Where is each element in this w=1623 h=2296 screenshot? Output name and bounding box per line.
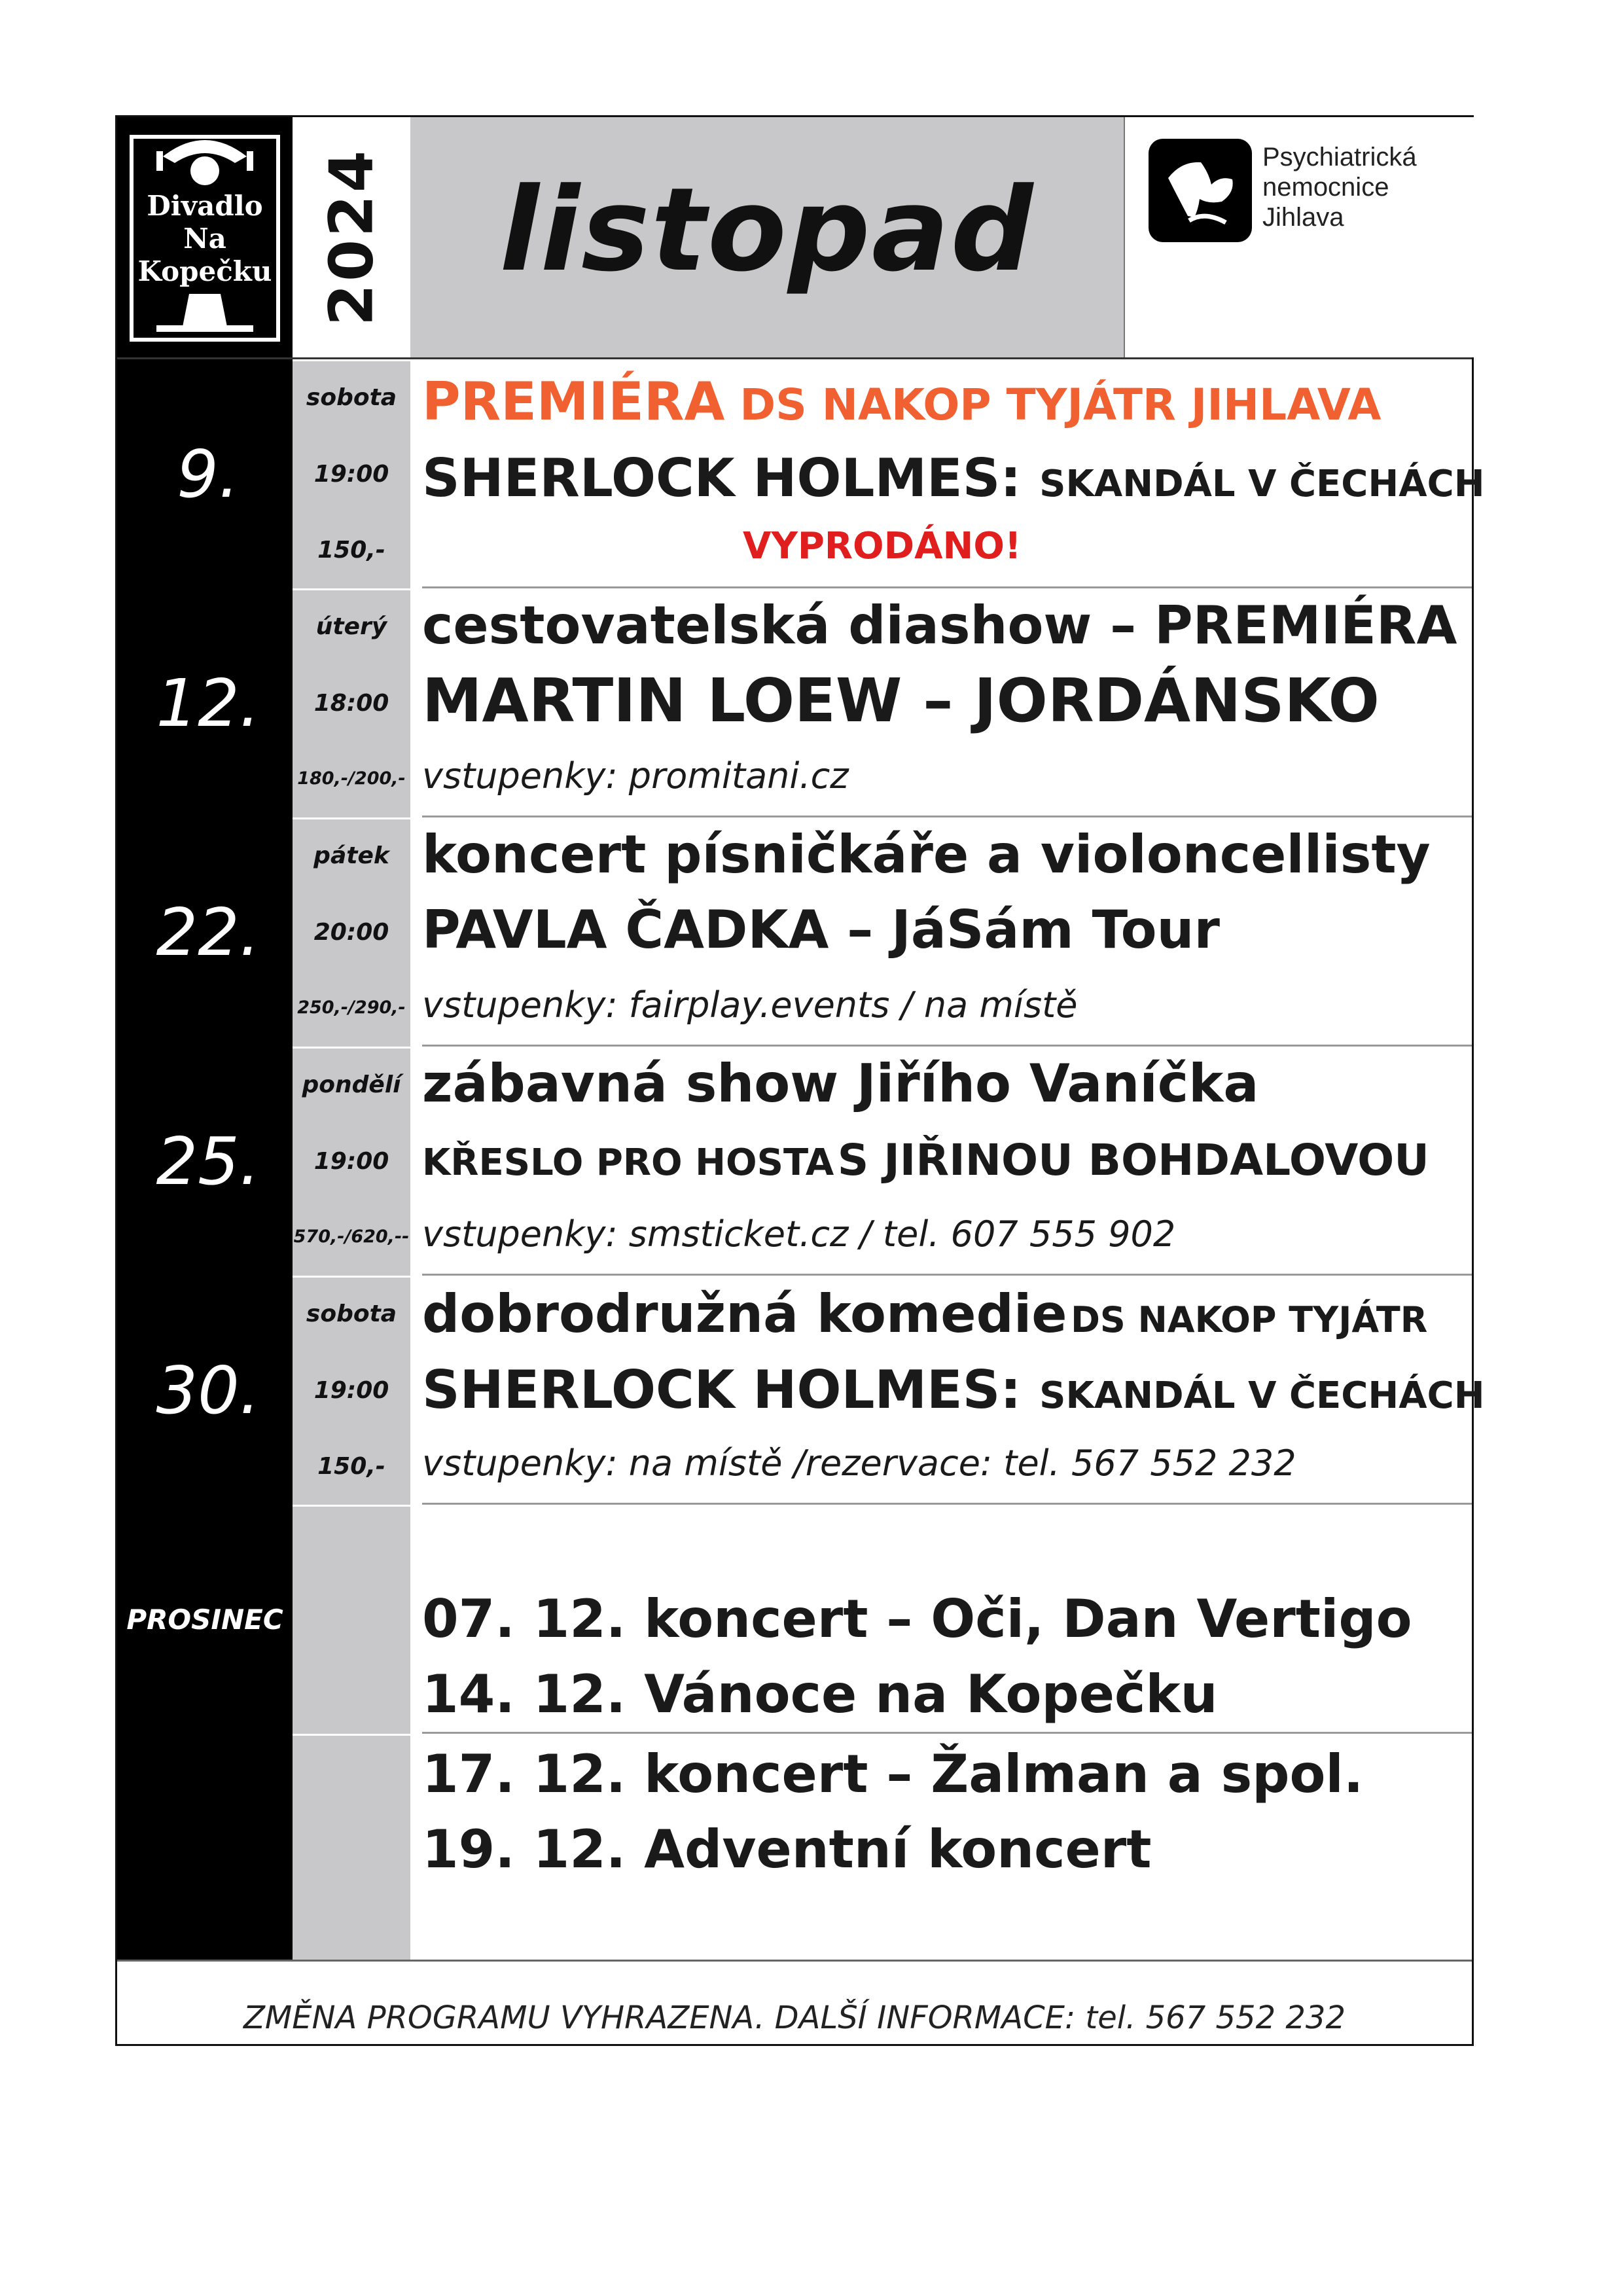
meta-cell bbox=[293, 1505, 410, 1734]
event-price: 150,- bbox=[317, 537, 385, 564]
date-cell bbox=[117, 1047, 293, 1276]
theatre-logo bbox=[117, 117, 293, 357]
event-row bbox=[117, 359, 1485, 588]
ginkgo-leaf-icon bbox=[1149, 139, 1252, 242]
event-price: 250,-/290,- bbox=[297, 997, 406, 1018]
month-title: listopad bbox=[499, 163, 1035, 297]
december-item: 07. 12. koncert – Oči, Dan Vertigo bbox=[422, 1588, 1412, 1649]
event-date: 12. bbox=[156, 664, 260, 742]
event-line-2 bbox=[422, 448, 1485, 509]
partner-name-line: nemocnice bbox=[1262, 173, 1389, 202]
event-subtitle: SKANDÁL V ČECHÁCH bbox=[1039, 463, 1485, 505]
event-content bbox=[422, 817, 1472, 1047]
event-row bbox=[117, 1047, 1472, 1276]
date-cell bbox=[117, 588, 293, 817]
date-cell bbox=[117, 1734, 293, 1960]
december-content bbox=[422, 1505, 1472, 1734]
event-subtitle: SKANDÁL V ČECHÁCH bbox=[1039, 1374, 1485, 1417]
program-sheet bbox=[115, 115, 1485, 2046]
logo-line-1: Divadlo bbox=[147, 190, 263, 222]
december-item: 17. 12. koncert – Žalman a spol. bbox=[422, 1744, 1364, 1804]
december-row bbox=[117, 1734, 1472, 1960]
show-name: KŘESLO PRO HOSTA bbox=[422, 1141, 834, 1184]
date-cell bbox=[117, 1505, 293, 1734]
event-content bbox=[422, 1276, 1485, 1505]
partner-name bbox=[1262, 142, 1417, 232]
partner-name-line: Psychiatrická bbox=[1262, 143, 1417, 171]
event-time: 19:00 bbox=[313, 461, 389, 488]
event-line-1 bbox=[422, 1283, 1427, 1344]
meta-cell bbox=[293, 359, 410, 588]
sold-out-label: VYPRODÁNO! bbox=[743, 525, 1022, 567]
date-cell bbox=[117, 1276, 293, 1505]
event-line-2: MARTIN LOEW – JORDÁNSKO bbox=[422, 666, 1380, 736]
month-cell bbox=[410, 117, 1124, 357]
event-content bbox=[422, 1047, 1472, 1276]
premiere-label: PREMIÉRA bbox=[422, 371, 725, 432]
december-item: 14. 12. Vánoce na Kopečku bbox=[422, 1664, 1218, 1725]
footer bbox=[117, 1960, 1472, 2046]
ensemble-label: DS NAKOP TYJÁTR JIHLAVA bbox=[740, 380, 1382, 430]
ensemble-label: DS NAKOP TYJÁTR bbox=[1071, 1299, 1428, 1340]
partner-logo-block bbox=[1124, 117, 1474, 357]
meta-cell bbox=[293, 1734, 410, 1960]
event-line-1: koncert písničkáře a violoncellisty bbox=[422, 824, 1431, 885]
event-day: pátek bbox=[313, 842, 389, 869]
footer-note: ZMĚNA PROGRAMU VYHRAZENA. DALŠÍ INFORMACE: tel. 567 552 232 bbox=[243, 2000, 1346, 2036]
event-line-2 bbox=[422, 1359, 1485, 1420]
december-content bbox=[422, 1734, 1472, 1960]
december-row bbox=[117, 1505, 1472, 1734]
header bbox=[117, 117, 1472, 359]
theatre-logo-icon bbox=[117, 117, 293, 357]
event-line-1: zábavná show Jiřího Vaníčka bbox=[422, 1053, 1259, 1114]
event-content bbox=[422, 359, 1485, 588]
date-cell bbox=[117, 817, 293, 1047]
event-day: sobota bbox=[306, 384, 397, 411]
event-title: SHERLOCK HOLMES: bbox=[422, 448, 1022, 509]
event-row bbox=[117, 588, 1472, 817]
event-time: 19:00 bbox=[313, 1377, 389, 1404]
year-cell bbox=[293, 117, 410, 357]
ticket-info: vstupenky: na místě /rezervace: tel. 567 552 232 bbox=[422, 1443, 1296, 1484]
event-date: 22. bbox=[156, 893, 260, 971]
event-price: 570,-/620,-- bbox=[293, 1227, 410, 1247]
guest-name: S JIŘINOU BOHDALOVOU bbox=[837, 1135, 1429, 1185]
logo-line-3: Kopečku bbox=[137, 255, 272, 287]
event-title: SHERLOCK HOLMES: bbox=[422, 1359, 1022, 1420]
event-time: 18:00 bbox=[313, 690, 389, 717]
event-row bbox=[117, 817, 1472, 1047]
date-cell bbox=[117, 359, 293, 588]
event-time: 20:00 bbox=[313, 919, 389, 946]
meta-cell bbox=[293, 1047, 410, 1276]
meta-cell bbox=[293, 817, 410, 1047]
event-line-2 bbox=[422, 1135, 1429, 1185]
partner-name-line: Jihlava bbox=[1262, 203, 1344, 232]
event-row bbox=[117, 1276, 1485, 1505]
event-date: 30. bbox=[156, 1352, 260, 1429]
logo-line-2: Na bbox=[183, 223, 226, 255]
event-price: 180,-/200,- bbox=[297, 768, 406, 789]
event-line-2: PAVLA ČADKA – JáSám Tour bbox=[422, 899, 1220, 960]
event-day: úterý bbox=[315, 613, 387, 640]
ticket-info: vstupenky: fairplay.events / na místě bbox=[422, 984, 1078, 1026]
event-price: 150,- bbox=[317, 1453, 385, 1480]
december-label: PROSINEC bbox=[126, 1603, 283, 1636]
event-date: 9. bbox=[177, 435, 240, 512]
meta-cell bbox=[293, 588, 410, 817]
event-line-1: cestovatelská diashow – PREMIÉRA bbox=[422, 595, 1457, 656]
ticket-info: vstupenky: promitani.cz bbox=[422, 755, 849, 797]
event-date: 25. bbox=[156, 1122, 260, 1200]
event-content bbox=[422, 588, 1472, 817]
event-day: pondělí bbox=[302, 1071, 401, 1098]
ticket-info: vstupenky: smsticket.cz / tel. 607 555 902 bbox=[422, 1213, 1176, 1255]
event-day: sobota bbox=[306, 1300, 397, 1327]
year-label: 2024 bbox=[316, 147, 387, 327]
december-item: 19. 12. Adventní koncert bbox=[422, 1819, 1152, 1880]
meta-cell bbox=[293, 1276, 410, 1505]
genre-label: dobrodružná komedie bbox=[422, 1283, 1067, 1344]
event-line-1 bbox=[422, 371, 1381, 432]
event-time: 19:00 bbox=[313, 1148, 389, 1175]
